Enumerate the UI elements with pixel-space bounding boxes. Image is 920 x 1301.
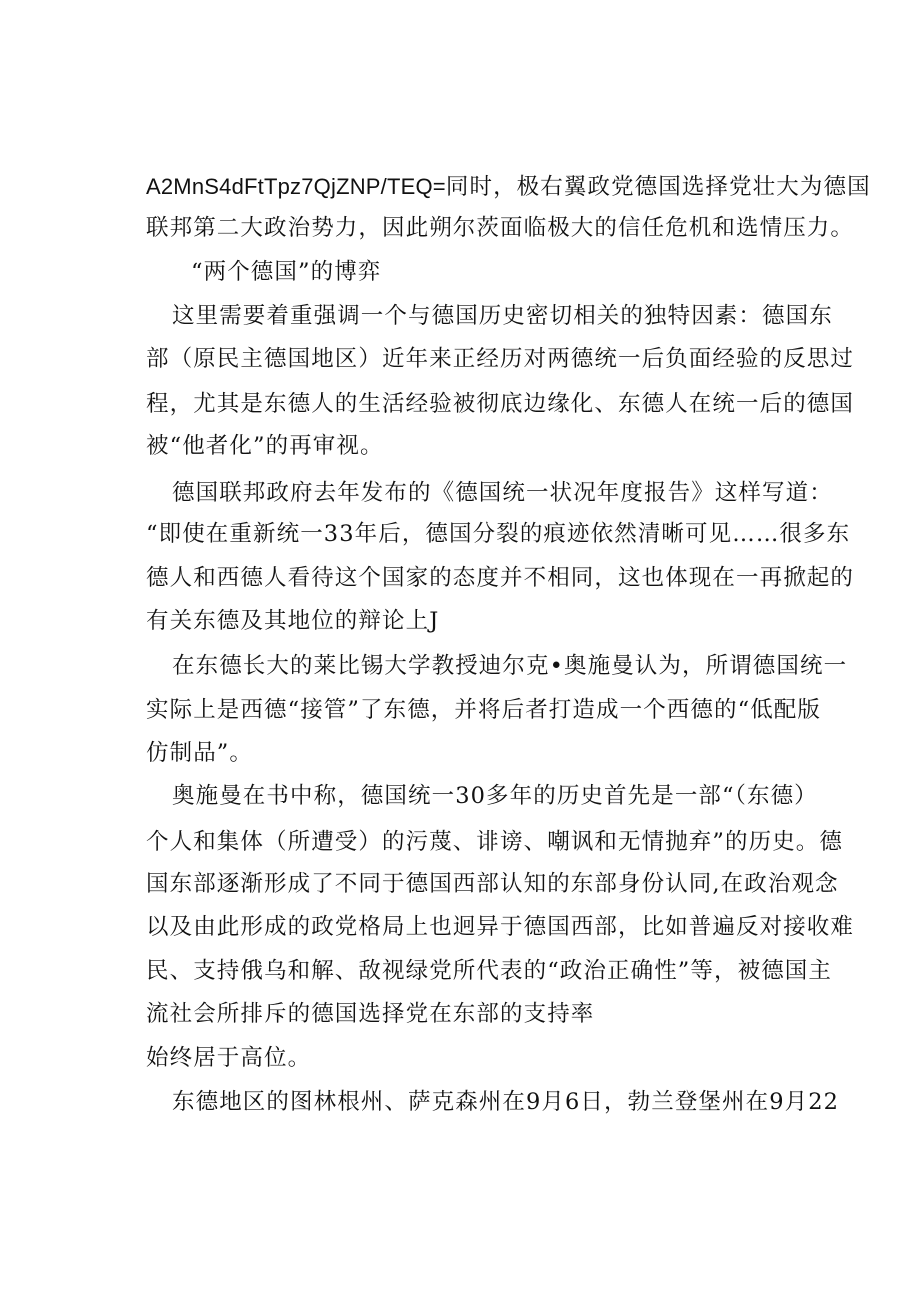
paragraph-line-16: 个人和集体（所遭受）的污蔑、诽谤、嘲讽和无情抛弃”的历史。德 [146, 829, 844, 855]
paragraph-line-20: 流社会所排斥的德国选择党在东部的支持率 [146, 1001, 595, 1027]
paragraph-line-14: 仿制品”。 [146, 740, 254, 766]
paragraph-line-6: 程，尤其是东德人的生活经验被彻底边缘化、东德人在统一后的德国 [146, 391, 855, 417]
paragraph-line-10: 德人和西德人看待这个国家的态度并不相同，这也体现在一再掀起的 [146, 565, 855, 591]
paragraph-line-12: 在东德长大的莱比锡大学教授迪尔克•奥施曼认为，所谓德国统一 [172, 653, 848, 679]
paragraph-line-11: 有关东德及其地位的辩论上J [146, 608, 440, 634]
paragraph-line-21: 始终居于高位。 [146, 1045, 312, 1071]
line-text: 同时，极右翼政党德国选择党壮大为德国 [445, 174, 871, 200]
section-heading: “两个德国”的博弈 [191, 259, 382, 285]
paragraph-line-7: 被“他者化”的再审视。 [146, 433, 384, 459]
document-code: A2MnS4dFtTpz7QjZNP/TEQ= [146, 174, 446, 199]
paragraph-line-18: 以及由此形成的政党格局上也迥异于德国西部，比如普遍反对接收难 [146, 914, 855, 940]
paragraph-line-13: 实际上是西德“接管”了东德，并将后者打造成一个西德的“低配版 [146, 697, 822, 723]
paragraph-line-22: 东德地区的图林根州、萨克森州在9月6日，勃兰登堡州在9月22 [172, 1089, 840, 1115]
paragraph-line-8: 德国联邦政府去年发布的《德国统一状况年度报告》这样写道： [172, 480, 833, 506]
paragraph-line-15: 奥施曼在书中称，德国统一30多年的历史首先是一部“（东德） [172, 783, 818, 809]
paragraph-line-1 [146, 172, 871, 202]
paragraph-line-5: 部（原民主德国地区）近年来正经历对两德统一后负面经验的反思过 [146, 346, 855, 372]
paragraph-line-17: 国东部逐渐形成了不同于德国西部认知的东部身份认同,在政治观念 [146, 871, 839, 897]
paragraph-line-9: “即使在重新统一33年后，德国分裂的痕迹依然清晰可见……很多东 [146, 521, 851, 547]
paragraph-line-4: 这里需要着重强调一个与德国历史密切相关的独特因素：德国东 [172, 303, 833, 329]
paragraph-line-19: 民、支持俄乌和解、敌视绿党所代表的“政治正确性”等，被德国主 [146, 958, 833, 984]
paragraph-line-2: 联邦第二大政治势力，因此朔尔茨面临极大的信任危机和选情压力。 [146, 215, 855, 241]
